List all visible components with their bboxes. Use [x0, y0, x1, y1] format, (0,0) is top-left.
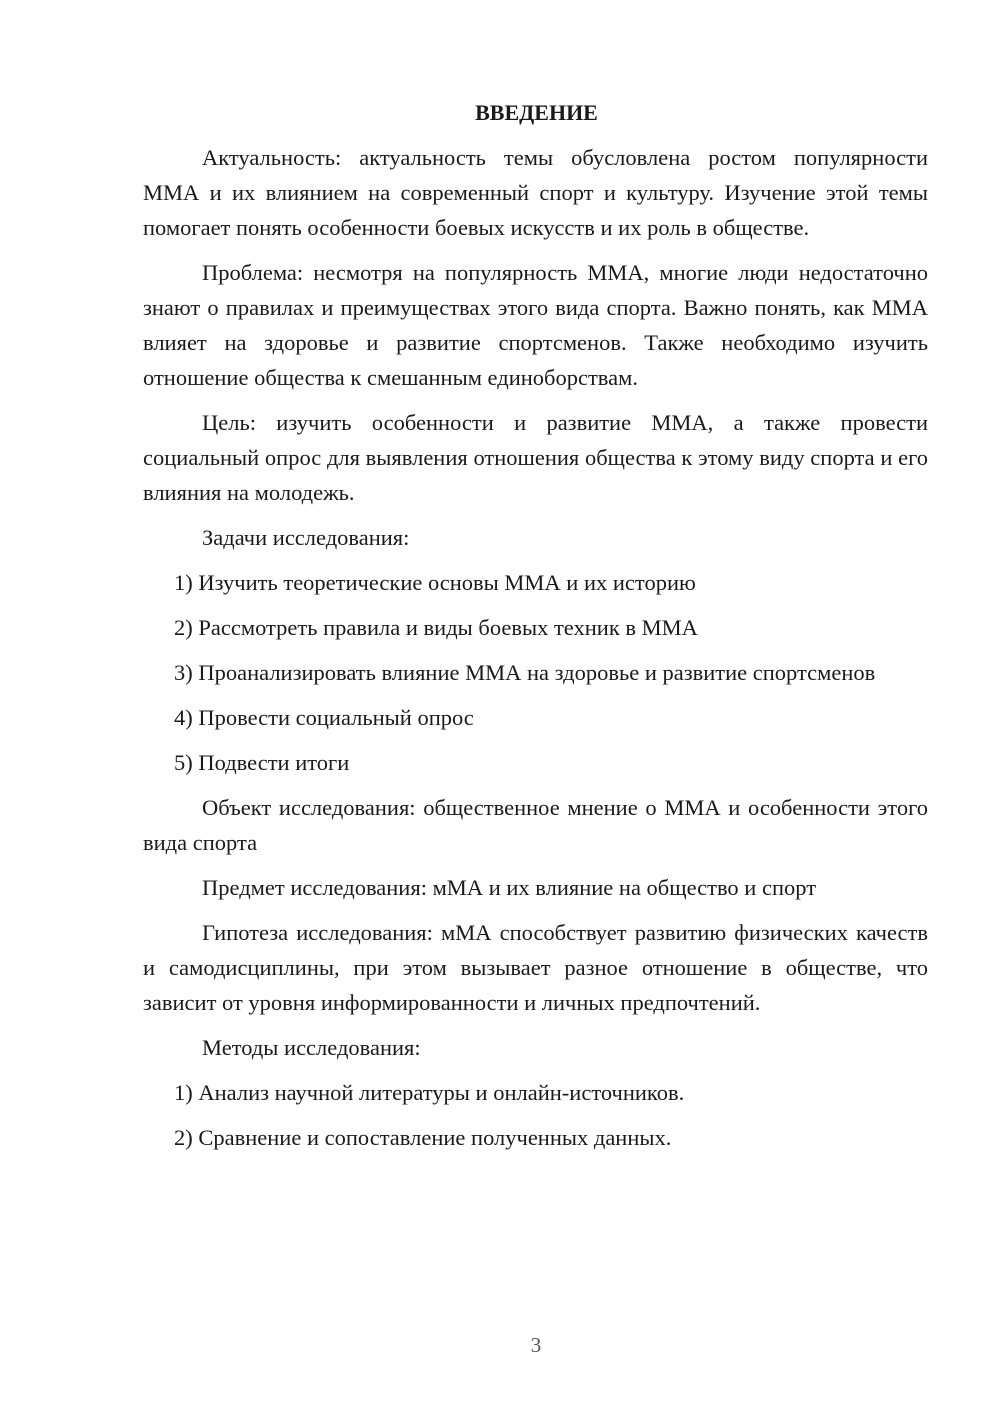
task-item-2: 2) Рассмотреть правила и виды боевых техник в ММА: [174, 615, 698, 640]
paragraph-subject: Предмет исследования: мМА и их влияние на общество и спорт: [202, 875, 817, 900]
task-item-3: 3) Проанализировать влияние ММА на здоровье и развитие спортсменов: [174, 660, 876, 685]
paragraph-goal: Цель: изучить особенности и развитие ММА, а также провести социальный опрос для выявления отношения общества к этому виду спорта и его влияния на молодежь.: [143, 410, 928, 505]
page-title: ВВЕДЕНИЕ: [475, 100, 598, 125]
paragraph-problem: Проблема: несмотря на популярность ММА, многие люди недостаточно знают о правилах и преимуществах этого вида спорта. Важно понять, как ММА влияет на здоровье и развитие спортсменов. Также необходимо изучить отношение общества к смешанным единоборствам.: [143, 260, 928, 390]
paragraph-relevance: Актуальность: актуальность темы обусловлена ростом популярности ММА и их влиянием на современный спорт и культуру. Изучение этой темы помогает понять особенности боевых искусств и их роль в обществе.: [143, 145, 928, 240]
paragraph-object: Объект исследования: общественное мнение о ММА и особенности этого вида спорта: [143, 795, 928, 855]
document-page: [143, 95, 928, 1165]
page-number: 3: [530, 1333, 542, 1357]
paragraph-tasks-heading: Задачи исследования:: [202, 525, 410, 550]
task-item-5: 5) Подвести итоги: [174, 750, 350, 775]
method-item-1: 1) Анализ научной литературы и онлайн-источников.: [174, 1080, 685, 1105]
task-item-4: 4) Провести социальный опрос: [174, 705, 474, 730]
paragraph-hypothesis: Гипотеза исследования: мМА способствует развитию физических качеств и самодисциплины, при этом вызывает разное отношение в обществе, что зависит от уровня информированности и личных предпочтений.: [143, 920, 928, 1015]
paragraph-methods-heading: Методы исследования:: [202, 1035, 421, 1060]
method-item-2: 2) Сравнение и сопоставление полученных данных.: [174, 1125, 672, 1150]
task-item-1: 1) Изучить теоретические основы ММА и их историю: [174, 570, 696, 595]
